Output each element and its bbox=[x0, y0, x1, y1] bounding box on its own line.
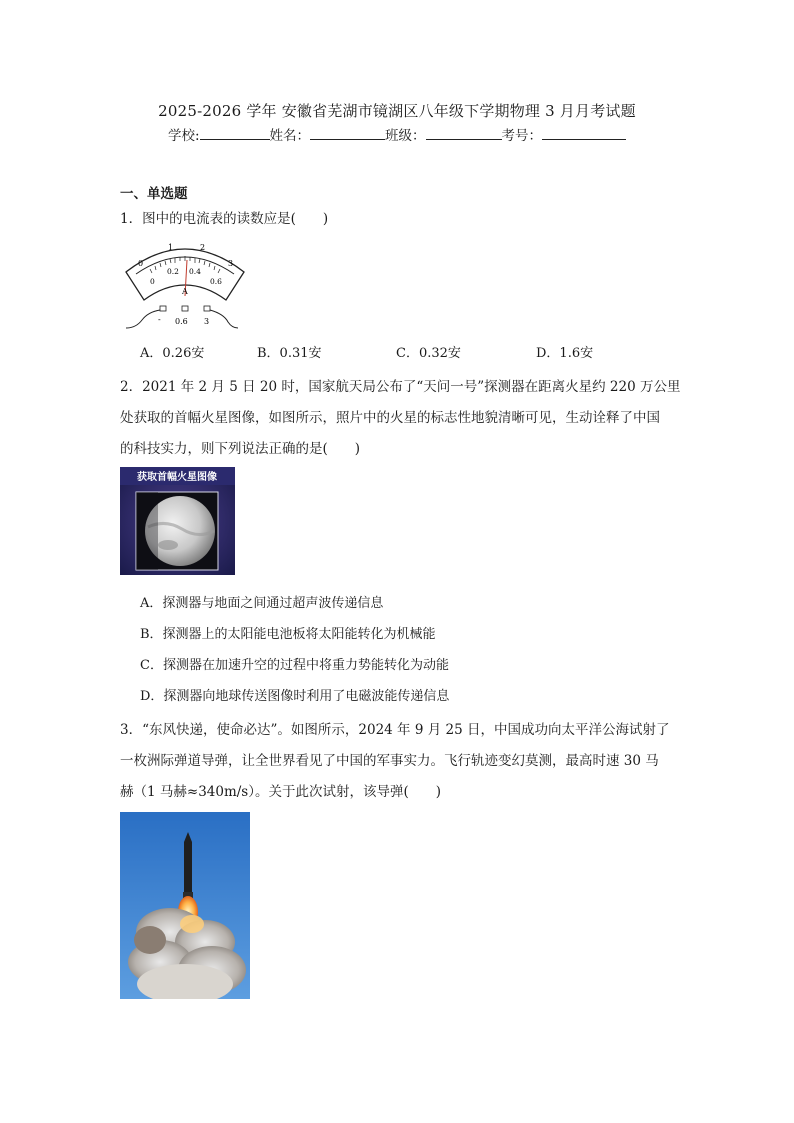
q2-line-2: 处获取的首幅火星图像，如图所示，照片中的火星的标志性地貌清晰可见，生动诠释了中国 bbox=[120, 410, 660, 426]
upper-scale-1: 1 bbox=[168, 243, 174, 252]
q3-line-2: 一枚洲际弹道导弹，让全世界看见了中国的军事实力。飞行轨迹变幻莫测，最高时速 30 马 bbox=[120, 753, 659, 769]
lower-scale-0: 0 bbox=[150, 277, 155, 286]
missile-launch-image bbox=[120, 812, 250, 999]
exam-title: 2025-2026 学年 安徽省芜湖市镜湖区八年级下学期物理 3 月月考试题 bbox=[158, 102, 636, 120]
q2-option-a[interactable]: A．探测器与地面之间通过超声波传递信息 bbox=[140, 596, 384, 611]
q3-line-3: 赫（1 马赫≈340m/s）。关于此次试射，该导弹( ) bbox=[120, 784, 442, 800]
lower-scale-1: 0.2 bbox=[167, 267, 179, 276]
lower-scale-3: 0.6 bbox=[210, 277, 222, 286]
upper-scale-2: 2 bbox=[200, 243, 206, 252]
class-label: 班级： bbox=[385, 128, 426, 144]
mars-image-caption: 获取首幅火星图像 bbox=[137, 472, 217, 483]
q2-option-d[interactable]: D．探测器向地球传送图像时利用了电磁波能传递信息 bbox=[140, 689, 450, 704]
terminal-3: 3 bbox=[204, 317, 210, 326]
q1-option-d[interactable]: D．1.6安 bbox=[536, 346, 594, 361]
section-title: 一、单选题 bbox=[120, 186, 188, 202]
mars-image bbox=[120, 467, 235, 575]
meter-unit-label: A bbox=[182, 287, 188, 296]
exam-no-blank[interactable] bbox=[542, 125, 626, 140]
q1-option-a[interactable]: A．0.26安 bbox=[140, 346, 205, 361]
q1-option-c[interactable]: C．0.32安 bbox=[396, 346, 461, 361]
school-label: 学校: bbox=[167, 128, 200, 144]
exam-no-label: 考号： bbox=[501, 128, 543, 144]
name-blank[interactable] bbox=[310, 125, 385, 140]
q2-option-b[interactable]: B．探测器上的太阳能电池板将太阳能转化为机械能 bbox=[140, 627, 436, 642]
question-3-stem bbox=[120, 715, 680, 808]
q1-option-b[interactable]: B．0.31安 bbox=[257, 346, 322, 361]
school-blank[interactable] bbox=[200, 125, 270, 140]
question-2-stem bbox=[120, 372, 680, 465]
student-info-line bbox=[0, 124, 794, 144]
q2-option-c[interactable]: C．探测器在加速升空的过程中将重力势能转化为动能 bbox=[140, 658, 449, 673]
ammeter-figure bbox=[120, 236, 250, 330]
q2-line-3: 的科技实力，则下列说法正确的是( ) bbox=[120, 441, 361, 457]
upper-scale-0: 0 bbox=[138, 259, 144, 268]
terminal-06: 0.6 bbox=[175, 317, 188, 326]
upper-scale-3: 3 bbox=[228, 259, 234, 268]
q3-line-1: 3．“东风快递，使命必达”。如图所示，2024 年 9 月 25 日，中国成功向太平洋公海试射了 bbox=[120, 722, 670, 738]
q2-line-1: 2．2021 年 2 月 5 日 20 时，国家航天局公布了“天问一号”探测器在距离火星约 220 万公里 bbox=[120, 379, 681, 395]
question-1-stem: 1．图中的电流表的读数应是( ) bbox=[120, 211, 329, 227]
class-blank[interactable] bbox=[426, 125, 502, 140]
name-label: 姓名： bbox=[269, 128, 311, 144]
lower-scale-2: 0.4 bbox=[189, 267, 201, 276]
terminal-minus: - bbox=[158, 315, 161, 324]
